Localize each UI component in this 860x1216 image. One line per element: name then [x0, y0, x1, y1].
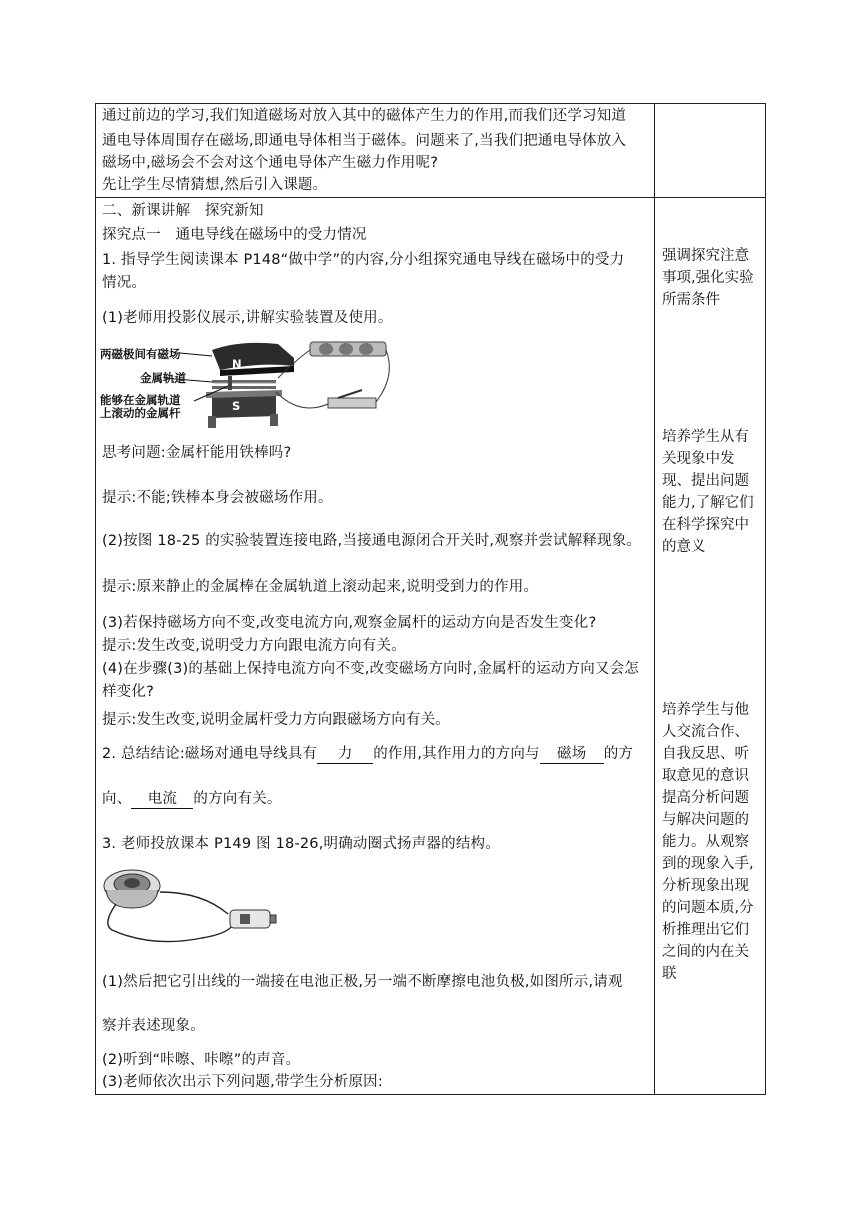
step-3: (3)若保持磁场方向不变,改变电流方向,观察金属杆的运动方向是否发生变化?	[102, 615, 597, 631]
sub-2: (2)听到“咔嚓、咔嚓”的声音。	[102, 1052, 301, 1068]
column-divider	[654, 104, 655, 1094]
note-3-line: 提高分析问题	[662, 790, 749, 806]
note-3-line: 取意见的意识	[662, 768, 749, 784]
note-3-line: 之间的内在关	[662, 944, 749, 960]
step-2: (2)按图 18-25 的实验装置连接电路,当接通电源闭合开关时,观察并尝试解释现象。	[102, 533, 642, 549]
hint-4: 提示:发生改变,说明金属杆受力方向跟磁场方向有关。	[102, 712, 450, 728]
label-rail: 金属轨道	[140, 371, 186, 385]
note-1-line: 事项,强化实验	[662, 270, 754, 286]
label-magnetic-field: 两磁极间有磁场	[100, 347, 181, 361]
speaker-figure	[102, 864, 282, 956]
intro-line-4: 先让学生尽情猜想,然后引入课题。	[102, 177, 328, 193]
label-rod-1: 能够在金属轨道	[100, 393, 181, 407]
note-2-line: 的意义	[662, 539, 706, 555]
note-3-line: 析推理出它们	[662, 922, 749, 938]
blank-magnetic-field: 磁场	[540, 745, 604, 764]
note-3-line: 与解决问题的	[662, 812, 749, 828]
intro-line-1: 通过前边的学习,我们知道磁场对放入其中的磁体产生力的作用,而我们还学习知道	[102, 108, 627, 124]
pole-s-label: S	[232, 399, 241, 413]
step-4-line-1: (4)在步骤(3)的基础上保持电流方向不变,改变磁场方向时,金属杆的运动方向又会怎	[102, 661, 639, 677]
lesson-plan-table	[95, 103, 766, 1095]
note-2-line: 在科学探究中	[662, 517, 749, 533]
note-2-line: 培养学生从有	[662, 429, 749, 445]
item1-line-2: 情况。	[102, 275, 147, 291]
conclusion-prefix: 2. 总结结论:磁场对通电导线具有	[102, 746, 318, 762]
note-2-line: 能力,了解它们	[662, 495, 754, 511]
hint-1: 提示:不能;铁棒本身会被磁场作用。	[102, 490, 333, 506]
note-3-line: 能力。从观察	[662, 834, 749, 850]
note-2-line: 现、提出问题	[662, 473, 749, 489]
conclusion-line-2	[102, 789, 282, 809]
speaker-battery-illustration	[102, 864, 282, 956]
point-title: 探究点一 通电导线在磁场中的受力情况	[102, 227, 367, 243]
section-title: 二、新课讲解 探究新知	[102, 203, 264, 219]
blank-force: 力	[317, 745, 373, 764]
note-3-line: 人交流合作、	[662, 724, 749, 740]
pole-n-label: N	[232, 357, 242, 371]
note-3-line: 分析现象出现	[662, 878, 749, 894]
step-1: (1)老师用投影仪展示,讲解实验装置及使用。	[102, 310, 393, 326]
apparatus-figure	[100, 336, 400, 432]
note-2-line: 关现象中发	[662, 451, 735, 467]
note-3-line: 到的现象入手,	[662, 856, 754, 872]
hint-2: 提示:原来静止的金属棒在金属轨道上滚动起来,说明受到力的作用。	[102, 579, 539, 595]
question-1: 思考问题:金属杆能用铁棒吗?	[102, 445, 292, 461]
sub-1-line-1: (1)然后把它引出线的一端接在电池正极,另一端不断摩擦电池负极,如图所示,请观	[102, 974, 623, 990]
note-3-line: 的问题本质,分	[662, 900, 754, 916]
conclusion-suffix: 的方	[603, 746, 634, 762]
note-3-line: 培养学生与他	[662, 702, 749, 718]
sub-3: (3)老师依次出示下列问题,带学生分析原因:	[102, 1074, 383, 1090]
label-rod-2: 上滚动的金属杆	[100, 406, 181, 420]
intro-line-3: 磁场中,磁场会不会对这个通电导体产生磁力作用呢?	[102, 155, 439, 171]
conclusion-line2-prefix: 向、	[102, 791, 132, 807]
conclusion-line2-suffix: 的方向有关。	[193, 791, 282, 807]
conclusion-line-1	[102, 744, 633, 764]
note-3-line: 自我反思、听	[662, 746, 749, 762]
conclusion-middle: 的作用,其作用力的方向与	[373, 746, 540, 762]
hint-3: 提示:发生改变,说明受力方向跟电流方向有关。	[102, 638, 406, 654]
note-1-line: 所需条件	[662, 292, 720, 308]
intro-line-2: 通电导体周围存在磁场,即通电导体相当于磁体。问题来了,当我们把通电导体放入	[102, 133, 627, 149]
note-1-line: 强调探究注意	[662, 248, 749, 264]
sub-1-line-2: 察并表述现象。	[102, 1018, 205, 1034]
item-3: 3. 老师投放课本 P149 图 18-26,明确动圈式扬声器的结构。	[102, 836, 500, 852]
blank-current: 电流	[131, 790, 193, 809]
note-3-line: 联	[662, 966, 677, 982]
step-4-line-2: 样变化?	[102, 684, 154, 700]
row-divider	[96, 197, 765, 198]
item1-line-1: 1. 指导学生阅读课本 P148“做中学”的内容,分小组探究通电导线在磁场中的受力	[102, 252, 625, 268]
